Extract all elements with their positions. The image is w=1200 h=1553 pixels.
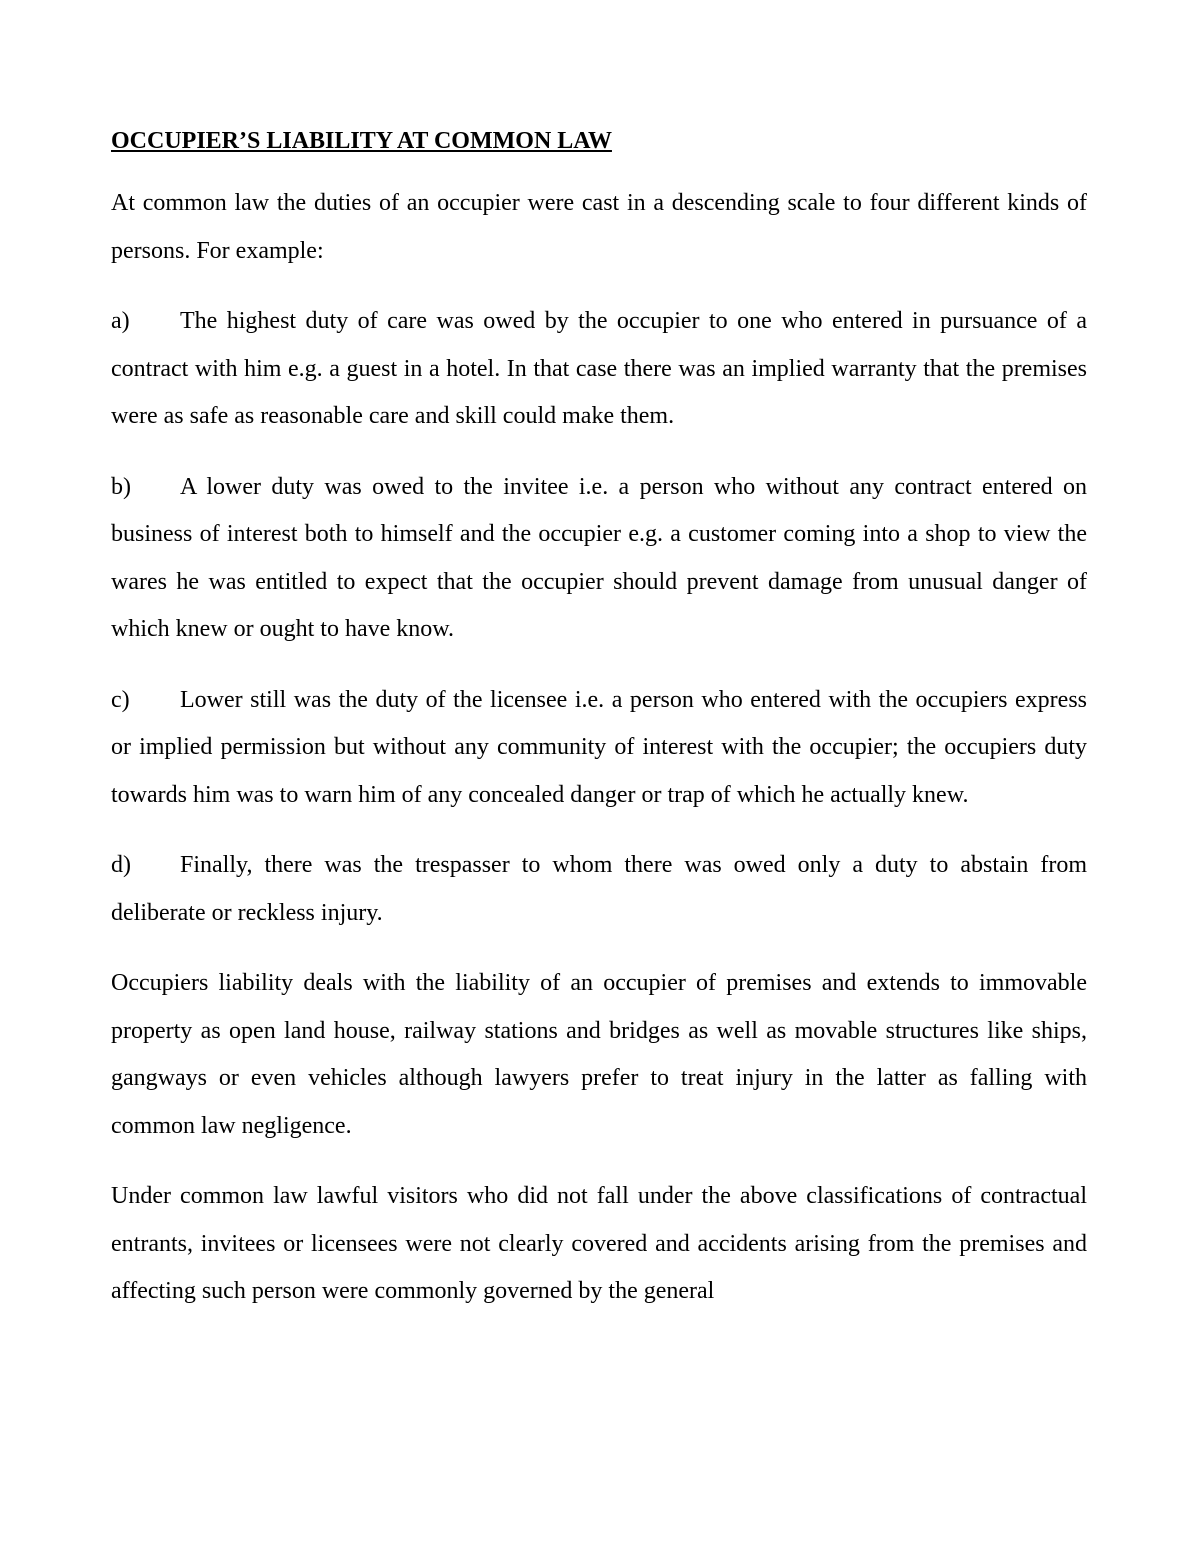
list-marker: a) <box>111 308 130 334</box>
list-item-b <box>111 464 1087 654</box>
list-item-c <box>111 677 1087 820</box>
list-item-a <box>111 298 1087 441</box>
list-marker: c) <box>111 686 130 713</box>
list-item-text: Finally, there was the trespasser to whom there was owed only a duty to abstain from deliberate or reckless injury. <box>111 852 1087 926</box>
list-item-text: Lower still was the duty of the licensee i.e. a person who entered with the occupiers express or implied permission but without any community of interest with the occupier; the occupiers duty towards him was to warn him of any concealed danger or trap of which he actually knew. <box>111 686 1087 808</box>
document-title: OCCUPIER’S LIABILITY AT COMMON LAW <box>111 128 612 154</box>
list-marker: d) <box>111 852 131 878</box>
scope-paragraph: Occupiers liability deals with the liability of an occupier of premises and extends to immovable property as open land house, railway stations and bridges as well as movable structures like ships, gangways or even vehicles although lawyers prefer to treat injury in the latter as falling with common law negligence. <box>111 970 1087 1139</box>
list-item-text: A lower duty was owed to the invitee i.e. a person who without any contract entered on business of interest both to himself and the occupier e.g. a customer coming into a shop to view the wares he was entitled to expect that the occupier should prevent damage from unusual danger of which knew or ought to have know. <box>111 473 1087 642</box>
list-item-d <box>111 842 1087 937</box>
document-page <box>111 125 1087 1339</box>
lawful-visitors-paragraph: Under common law lawful visitors who did not fall under the above classifications of contractual entrants, invitees or licensees were not clearly covered and accidents arising from the premises and affecting such person were commonly governed by the general <box>111 1183 1087 1304</box>
intro-paragraph: At common law the duties of an occupier were cast in a descending scale to four different kinds of persons. For example: <box>111 190 1087 264</box>
list-marker: b) <box>111 473 131 500</box>
list-item-text: The highest duty of care was owed by the occupier to one who entered in pursuance of a contract with him e.g. a guest in a hotel. In that case there was an implied warranty that the premises were as safe as reasonable care and skill could make them. <box>111 308 1087 429</box>
